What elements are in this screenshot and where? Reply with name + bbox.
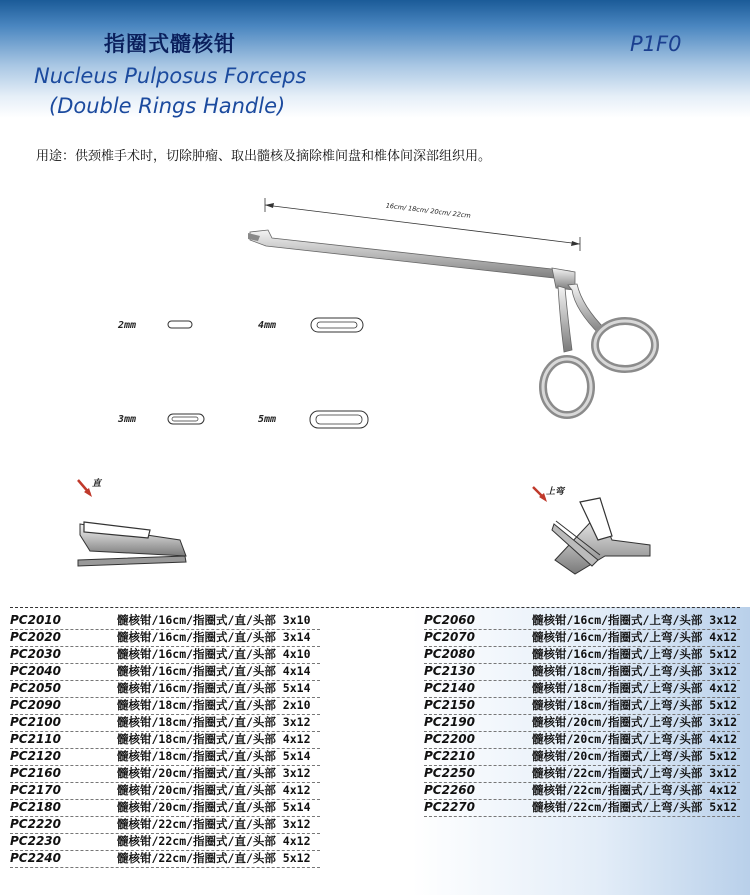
table-row (10, 816, 320, 834)
product-desc: 髓核钳/22cm/指圈式/直/头部 5x12 (117, 851, 311, 865)
table-row (10, 782, 320, 800)
title-english-line1: Nucleus Pulposus Forceps (34, 64, 307, 88)
table-top-rule (10, 607, 740, 608)
jaw-curved-detail (533, 487, 650, 574)
title-chinese: 指圈式髓核钳 (104, 32, 236, 56)
tip-3mm (168, 414, 204, 424)
product-code: PC2270 (424, 800, 475, 814)
product-code: PC2210 (424, 749, 475, 763)
product-desc: 髓核钳/18cm/指圈式/直/头部 3x12 (117, 715, 311, 729)
product-code: PC2250 (424, 766, 475, 780)
product-desc: 髓核钳/16cm/指圈式/直/头部 4x10 (117, 647, 311, 661)
tip-4mm (311, 318, 363, 332)
product-desc: 髓核钳/16cm/指圈式/直/头部 5x14 (117, 681, 311, 695)
product-desc: 髓核钳/16cm/指圈式/直/头部 4x14 (117, 664, 311, 678)
catalog-code: P1F0 (630, 32, 682, 56)
product-desc: 髓核钳/18cm/指圈式/上弯/头部 5x12 (532, 698, 738, 712)
product-desc: 髓核钳/20cm/指圈式/直/头部 4x12 (117, 783, 311, 797)
product-desc: 髓核钳/20cm/指圈式/直/头部 5x14 (117, 800, 311, 814)
table-row (10, 833, 320, 851)
product-code: PC2160 (10, 766, 61, 780)
product-desc: 髓核钳/18cm/指圈式/直/头部 2x10 (117, 698, 311, 712)
jaw-straight-label: 直 (92, 479, 102, 489)
table-row (10, 799, 320, 817)
product-desc: 髓核钳/16cm/指圈式/直/头部 3x14 (117, 630, 311, 644)
product-code: PC2240 (10, 851, 61, 865)
forceps-body (248, 230, 655, 415)
product-code: PC2190 (424, 715, 475, 729)
product-desc: 髓核钳/16cm/指圈式/上弯/头部 3x12 (532, 613, 738, 627)
product-code: PC2180 (10, 800, 61, 814)
product-desc: 髓核钳/22cm/指圈式/直/头部 3x12 (117, 817, 311, 831)
product-desc: 髓核钳/20cm/指圈式/上弯/头部 3x12 (532, 715, 738, 729)
table-row (424, 799, 740, 817)
usage-text: 用途：供颈椎手术时，切除肿瘤、取出髓核及摘除椎间盘和椎体间深部组织用。 (36, 149, 492, 164)
product-code: PC2230 (10, 834, 61, 848)
product-code: PC2120 (10, 749, 61, 763)
table-row (10, 765, 320, 783)
product-desc: 髓核钳/18cm/指圈式/上弯/头部 3x12 (532, 664, 738, 678)
product-code: PC2100 (10, 715, 61, 729)
product-desc: 髓核钳/18cm/指圈式/直/头部 4x12 (117, 732, 311, 746)
table-row (10, 850, 320, 868)
table-row (10, 714, 320, 732)
product-desc: 髓核钳/22cm/指圈式/直/头部 4x12 (117, 834, 311, 848)
product-code: PC2030 (10, 647, 61, 661)
table-row (10, 629, 320, 647)
tip-label-5mm: 5mm (258, 414, 277, 425)
product-code: PC2140 (424, 681, 475, 695)
product-code: PC2060 (424, 613, 475, 627)
product-desc: 髓核钳/22cm/指圈式/上弯/头部 4x12 (532, 783, 738, 797)
table-row (424, 748, 740, 766)
product-code: PC2130 (424, 664, 475, 678)
product-code: PC2010 (10, 613, 61, 627)
tip-2mm (168, 321, 192, 328)
table-row (10, 748, 320, 766)
product-desc: 髓核钳/16cm/指圈式/上弯/头部 5x12 (532, 647, 738, 661)
table-row (424, 782, 740, 800)
product-code: PC2020 (10, 630, 61, 644)
table-row (10, 731, 320, 749)
product-desc: 髓核钳/16cm/指圈式/直/头部 3x10 (117, 613, 311, 627)
product-desc: 髓核钳/16cm/指圈式/上弯/头部 4x12 (532, 630, 738, 644)
product-code: PC2040 (10, 664, 61, 678)
product-code: PC2070 (424, 630, 475, 644)
table-row (424, 731, 740, 749)
table-row (10, 697, 320, 715)
product-desc: 髓核钳/18cm/指圈式/上弯/头部 4x12 (532, 681, 738, 695)
title-english-line2: (Double Rings Handle) (49, 94, 286, 118)
product-desc: 髓核钳/20cm/指圈式/上弯/头部 4x12 (532, 732, 738, 746)
jaw-straight-detail (78, 480, 186, 566)
table-row (424, 697, 740, 715)
product-desc: 髓核钳/18cm/指圈式/直/头部 5x14 (117, 749, 311, 763)
table-row (10, 663, 320, 681)
table-row (424, 765, 740, 783)
product-code: PC2170 (10, 783, 61, 797)
table-row (10, 646, 320, 664)
product-code: PC2050 (10, 681, 61, 695)
product-desc: 髓核钳/20cm/指圈式/直/头部 3x12 (117, 766, 311, 780)
table-row (424, 680, 740, 698)
product-desc: 髓核钳/20cm/指圈式/上弯/头部 5x12 (532, 749, 738, 763)
dimension-label: 16cm/ 18cm/ 20cm/ 22cm (385, 201, 472, 220)
product-desc: 髓核钳/22cm/指圈式/上弯/头部 3x12 (532, 766, 738, 780)
tip-label-3mm: 3mm (118, 414, 137, 425)
product-code: PC2110 (10, 732, 61, 746)
table-row (424, 663, 740, 681)
table-row (10, 612, 320, 630)
table-row (424, 646, 740, 664)
tip-label-4mm: 4mm (258, 320, 277, 331)
tip-5mm (310, 411, 368, 428)
product-code: PC2080 (424, 647, 475, 661)
table-row (424, 612, 740, 630)
jaw-curved-label: 上弯 (546, 487, 565, 497)
product-code: PC2150 (424, 698, 475, 712)
table-row (424, 629, 740, 647)
tip-label-2mm: 2mm (118, 320, 137, 331)
product-code: PC2220 (10, 817, 61, 831)
table-row (10, 680, 320, 698)
product-code: PC2200 (424, 732, 475, 746)
product-code: PC2260 (424, 783, 475, 797)
product-code: PC2090 (10, 698, 61, 712)
table-row (424, 714, 740, 732)
product-desc: 髓核钳/22cm/指圈式/上弯/头部 5x12 (532, 800, 738, 814)
